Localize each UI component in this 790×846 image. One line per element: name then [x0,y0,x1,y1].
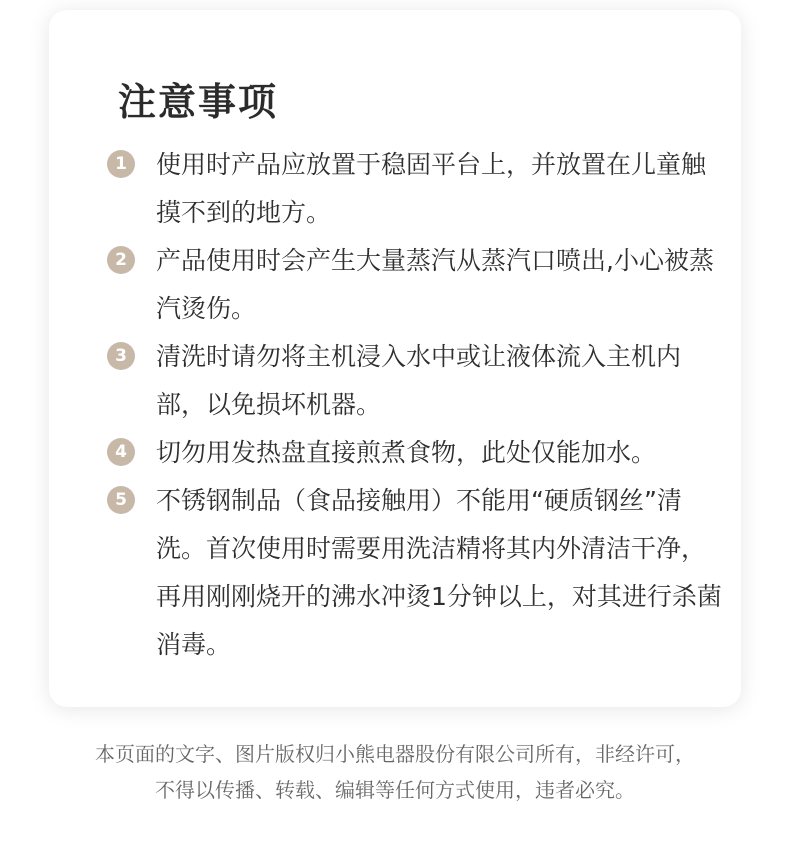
number-badge-4: 4 [107,438,135,466]
number-badge-3: 3 [107,342,135,370]
notice-text-5: 不锈钢制品（食品接触用）不能用“硬质钢丝”清洗。首次使用时需要用洗洁精将其内外清洁干净，再用刚刚烧开的沸水冲烫1分钟以上，对其进行杀菌消毒。 [156,486,722,659]
notice-item-1 [107,141,727,237]
notice-item-5 [107,477,727,669]
notice-text-2: 产品使用时会产生大量蒸汽从蒸汽口喷出,小心被蒸汽烫伤。 [156,246,714,323]
copyright-line-2: 不得以传播、转载、编辑等任何方式使用，违者必究。 [155,778,635,802]
number-badge-1: 1 [107,150,135,178]
notice-card [49,10,741,707]
notice-item-4 [107,429,727,477]
notice-text-4: 切勿用发热盘直接煎煮食物，此处仅能加水。 [156,438,657,467]
notice-item-3 [107,333,727,429]
copyright-footer [0,736,790,808]
number-badge-5: 5 [107,486,135,514]
notice-list [107,141,727,669]
notice-text-1: 使用时产品应放置于稳固平台上，并放置在儿童触摸不到的地方。 [156,150,707,227]
notice-text-3: 清洗时请勿将主机浸入水中或让液体流入主机内部，以免损坏机器。 [156,342,682,419]
notice-item-2 [107,237,727,333]
copyright-line-1: 本页面的文字、图片版权归小熊电器股份有限公司所有，非经许可， [95,742,695,766]
number-badge-2: 2 [107,246,135,274]
notice-title: 注意事项 [118,80,279,124]
